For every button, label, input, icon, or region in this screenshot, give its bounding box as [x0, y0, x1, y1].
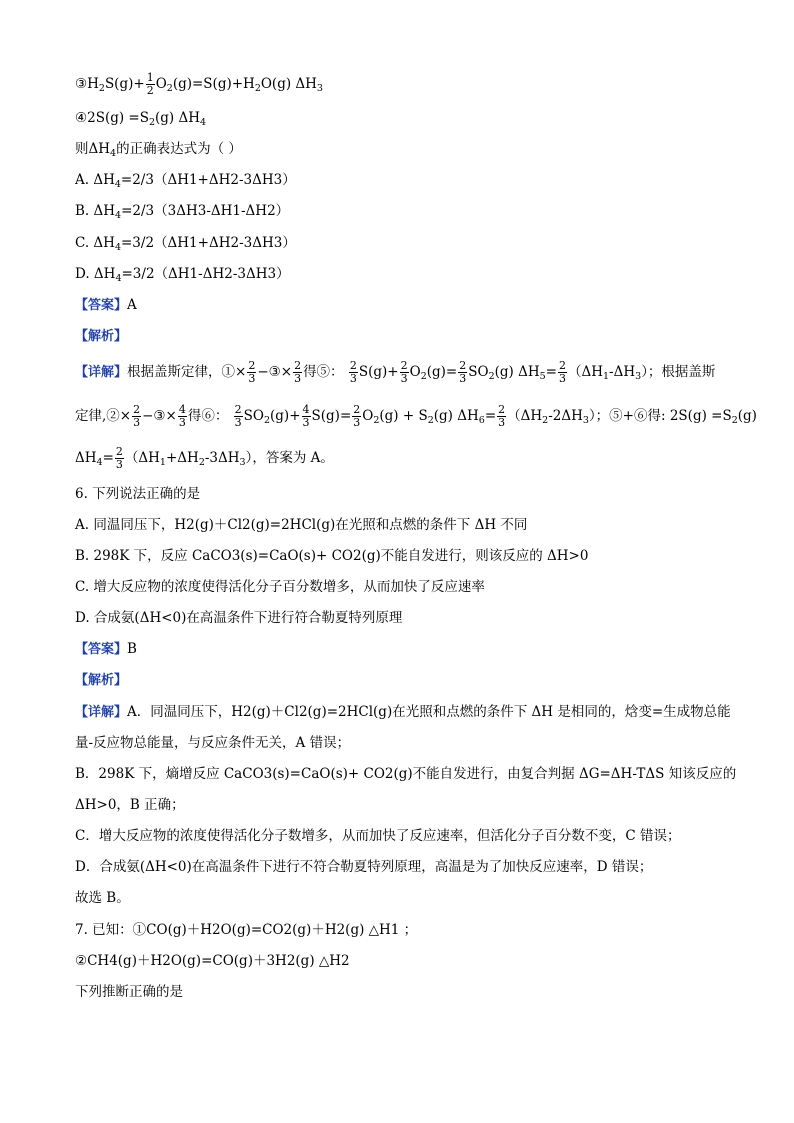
analysis-line	[75, 326, 127, 347]
equation-3: $③H_2S(g)+$ $\frac{1}{2}$ $O_2(g)=S(g)+H_2O(g)$ $\Delta H_3$	[75, 71, 323, 97]
option-b: B. $\Delta H_4=2/3(3\Delta H3-\Delta H1-\Delta H2)$	[75, 203, 290, 221]
q7-ask: 下列推断正确的是	[75, 984, 183, 1000]
answer-label: 【答案】	[75, 298, 128, 313]
q6-option-b: B. 298K 下，反应 CaCO3(s)=CaO(s)+ CO2(g)不能自发进行，则该反应的 ΔH>0	[75, 548, 589, 564]
q6-detail-b2: ΔH>0，B 正确；	[75, 797, 185, 813]
q7-stem: 7. 已知：①CO(g)＋H2O(g)=CO2(g)＋H2(g) △H1 ；	[75, 922, 418, 938]
q6-detail-a2: 量-反应物总能量，与反应条件无关，A 错误；	[75, 735, 351, 751]
q6-option-d: D. 合成氨(ΔH<0)在高温条件下进行符合勒夏特列原理	[75, 610, 403, 626]
q6-analysis-line: 【解析】	[75, 673, 128, 688]
question-stem: 则$\Delta H_4$的正确表达式为（ ）	[75, 141, 242, 159]
q6-detail-d: D．合成氨(ΔH<0)在高温条件下进行不符合勒夏特列原理，高温是为了加快反应速率，D 错误；	[75, 859, 653, 875]
q6-detail-c: C．增大反应物的浓度使得活化分子数增多，从而加快了反应速率，但活化分子百分数不变，C 错误；	[75, 828, 681, 844]
option-d: D. $\Delta H_4=3/2(\Delta H1-\Delta H2-3\Delta H3)$	[75, 266, 290, 284]
q6-option-c: C. 增大反应物的浓度使得活化分子百分数增多，从而加快了反应速率	[75, 579, 485, 595]
q5-detail-line-1: 【详解】根据盖斯定律，①× $\frac{2}{3}$ −③× $\frac{2}{3}$ 得⑤： $\frac{2}{3}$ S(g)+ $\frac{2}{3}$ $O_2(g)=$ $\frac{2}{3}$ $SO_2(g)$ $\Delta H_5=$ $\frac{2}{3}$ $(\Delta H_1-\Delta H_3)$；根据盖斯	[75, 359, 716, 385]
analysis-label: 【解析】	[75, 329, 128, 344]
option-c: C. $\Delta H_4=3/2(\Delta H1+\Delta H2-3\Delta H3)$	[75, 235, 296, 253]
q6-detail-a1: 【详解】A．同温同压下，H2(g)＋Cl2(g)=2HCl(g)在光照和点燃的条件下 ΔH 是相同的，焓变=生成物总能	[75, 704, 731, 720]
q6-answer-line: 【答案】B	[75, 641, 137, 657]
q5-detail-line-3: $\Delta H_4=$ $\frac{2}{3}$ $(\Delta H_1+\Delta H_2-3\Delta H_3)$，答案为 A。	[75, 445, 334, 471]
q6-option-a: A. 同温同压下，H2(g)＋Cl2(g)=2HCl(g)在光照和点燃的条件下 ΔH 不同	[75, 517, 528, 533]
detail-label: 【详解】	[75, 365, 128, 380]
answer-line: 【答案】A	[75, 297, 137, 313]
q6-detail-b1: B．298K 下，熵增反应 CaCO3(s)=CaO(s)+ CO2(g)不能自发进行，由复合判据 ΔG=ΔH-TΔS 知该反应的	[75, 766, 737, 782]
q6-stem: 6. 下列说法正确的是	[75, 486, 201, 502]
q5-detail-line-2: 定律,②× $\frac{2}{3}$ −③× $\frac{4}{3}$ 得⑥： $\frac{2}{3}$ $SO_2(g)+$ $\frac{4}{3}$ S(g)= $\frac{2}{3}$ $O_2(g) + S_2(g)$ $\Delta H_6=$ $\frac{2}{3}$ $(\Delta H_2-2\Delta H_3)$；⑤+⑥得: $2S(g) =S_2(g)$	[75, 403, 757, 429]
q7-eq2: ②CH4(g)＋H2O(g)=CO(g)＋3H2(g) △H2	[75, 953, 350, 969]
equation-4: ④2S(g) $=S_2(g)$ $\Delta H_4$	[75, 110, 207, 128]
q6-conclusion: 故选 B。	[75, 890, 130, 906]
option-a: A. $\Delta H_4=2/3(\Delta H1+\Delta H2-3\Delta H3)$	[75, 172, 296, 190]
fraction-half: $\frac{1}{2}$	[146, 71, 154, 97]
